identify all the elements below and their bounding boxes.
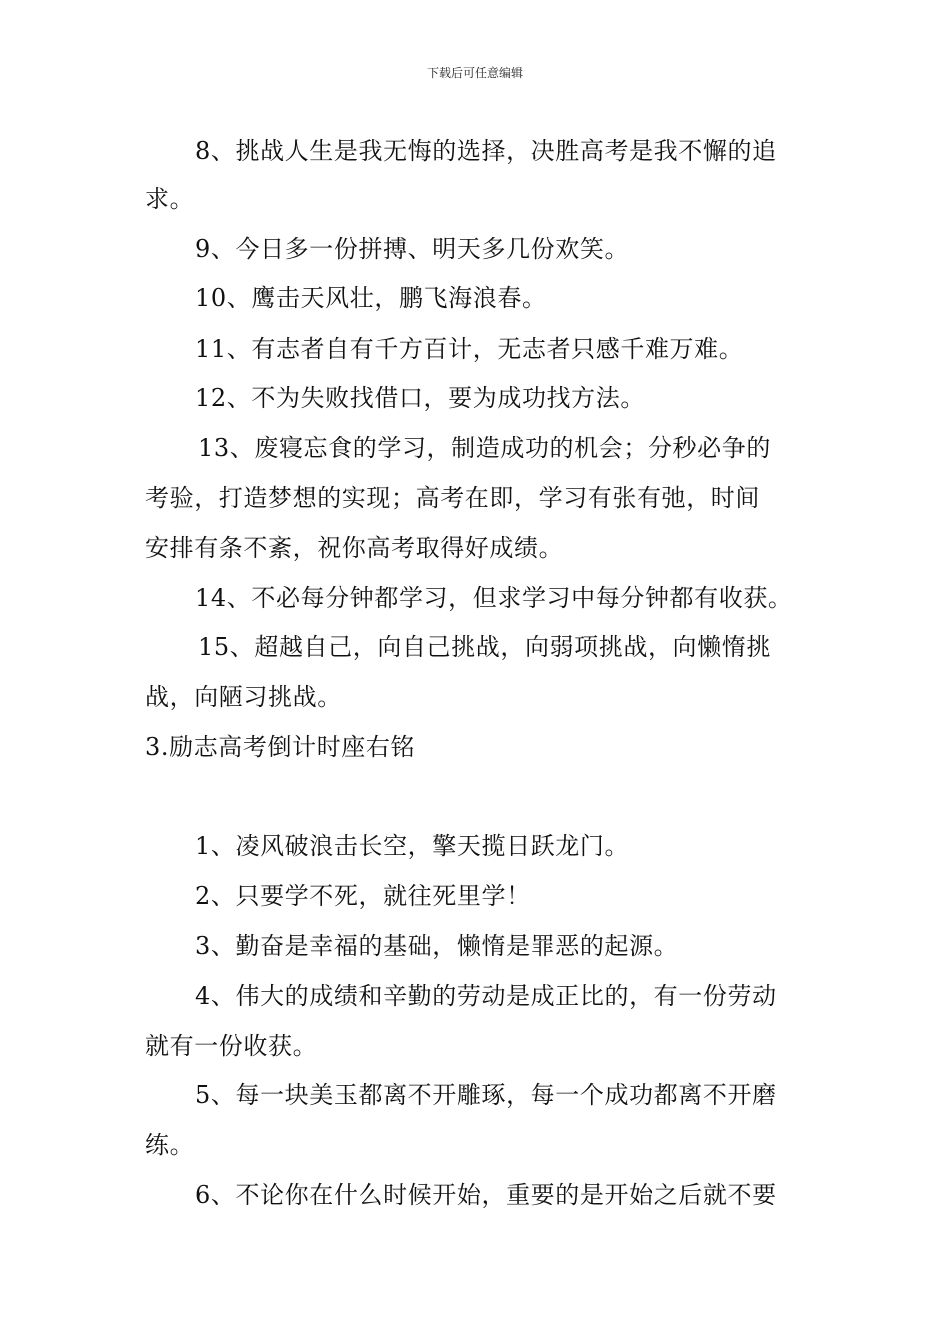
text-line: 9、今日多一份拼搏、明天多几份欢笑。 bbox=[195, 235, 630, 263]
text-line: 6、不论你在什么时候开始，重要的是开始之后就不要 bbox=[195, 1181, 777, 1209]
page-header: 下载后可任意编辑 bbox=[426, 66, 523, 80]
text-line: 3、勤奋是幸福的基础，懒惰是罪恶的起源。 bbox=[195, 932, 679, 960]
text-line: 11、有志者自有千方百计，无志者只感千难万难。 bbox=[195, 335, 744, 363]
text-line: 考验，打造梦想的实现；高考在即，学习有张有弛，时间 bbox=[145, 484, 760, 512]
text-line: 安排有条不紊，祝你高考取得好成绩。 bbox=[145, 534, 564, 562]
text-line: 1、凌风破浪击长空，擎天揽日跃龙门。 bbox=[195, 832, 630, 860]
text-line: 战，向陋习挑战。 bbox=[145, 683, 342, 711]
text-line: 10、鹰击天风壮，鹏飞海浪春。 bbox=[195, 284, 547, 312]
text-line: 2、只要学不死，就往死里学！ bbox=[195, 882, 531, 910]
text-line: 13、废寝忘食的学习，制造成功的机会；分秒必争的 bbox=[198, 434, 771, 462]
section-heading: 3.励志高考倒计时座右铭 bbox=[145, 733, 416, 761]
text-line: 5、每一块美玉都离不开雕琢，每一个成功都离不开磨 bbox=[195, 1081, 777, 1109]
text-line: 就有一份收获。 bbox=[145, 1032, 318, 1060]
text-line: 14、不必每分钟都学习，但求学习中每分钟都有收获。 bbox=[195, 584, 793, 612]
text-line: 15、超越自己，向自己挑战，向弱项挑战，向懒惰挑 bbox=[198, 633, 771, 661]
text-line: 8、挑战人生是我无悔的选择，决胜高考是我不懈的追 bbox=[195, 137, 777, 165]
text-line: 练。 bbox=[145, 1131, 195, 1159]
text-line: 求。 bbox=[145, 185, 195, 213]
text-line: 4、伟大的成绩和辛勤的劳动是成正比的，有一份劳动 bbox=[195, 982, 777, 1010]
text-line: 12、不为失败找借口，要为成功找方法。 bbox=[195, 384, 645, 412]
